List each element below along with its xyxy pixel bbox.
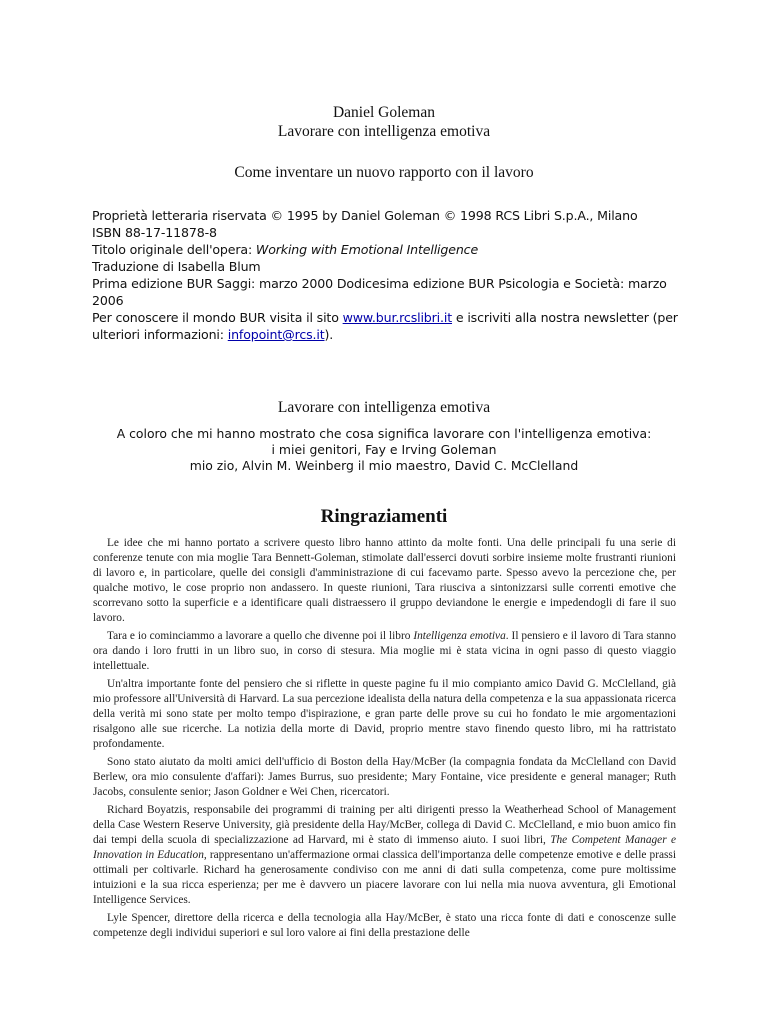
dedication-line: i miei genitori, Fay e Irving Goleman	[271, 442, 497, 457]
book-subtitle: Come inventare un nuovo rapporto con il lavoro	[234, 164, 534, 181]
paragraph	[93, 803, 676, 909]
translator-line: Traduzione di Isabella Blum	[92, 259, 261, 274]
copyright-info	[92, 207, 682, 343]
newsletter-prefix: Per conoscere il mondo BUR visita il sito	[92, 310, 343, 325]
paragraph: Sono stato aiutato da molti amici dell'ufficio di Boston della Hay/McBer (la compagnia fondata da McClelland con David Berlew, ora mio consulente d'affari): James Burrus, suo presidente; Mary Fontaine, vice presidente e general manager; Ruth Jacobs, consulente senior; Jason Goldner e Wei Chen, ricercatori.	[93, 755, 676, 798]
paragraph-text: rappresentano un'affermazione ormai classica dell'importanza delle competenze emotive e delle prassi ottimali per coltivarle. Richard ha generosamente condiviso con me anni di dati sulla competenza, come pure moltissime intuizioni e la sua ricca esperienza; per me è davvero un piacere lavorare con lui nella mia nuova avventura, gli Emotional Intelligence Services.	[93, 848, 676, 907]
book-title: Lavorare con intelligenza emotiva	[277, 123, 491, 140]
infopoint-email-link[interactable]: infopoint@rcs.it	[227, 327, 325, 342]
paragraph	[93, 629, 676, 674]
newsletter-mid: e iscriviti alla nostra newsletter (per ulteriori informazioni:	[92, 310, 678, 342]
copyright-line: Proprietà letteraria riservata © 1995 by Daniel Goleman © 1998 RCS Libri S.p.A., Milano	[92, 208, 638, 223]
book-reference: Intelligenza emotiva	[413, 630, 506, 643]
original-title-label: Titolo originale dell'opera:	[92, 242, 256, 257]
newsletter-suffix: ).	[324, 327, 334, 342]
dedication-title: Lavorare con intelligenza emotiva	[277, 399, 491, 416]
bur-website-link[interactable]: www.bur.rcslibri.it	[342, 310, 453, 325]
dedication-line: A coloro che mi hanno mostrato che cosa significa lavorare con l'intelligenza emotiva:	[116, 426, 652, 441]
isbn-line: ISBN 88-17-11878-8	[92, 225, 217, 240]
paragraph: Un'altra importante fonte del pensiero che si riflette in queste pagine fu il mio compianto amico David G. McClelland, già mio professore all'Università di Harvard. La sua percezione idealista della natura della competenza e la sua appassionata ricerca della verità mi sono state per molto tempo d'ispirazione, e gran parte delle prove su cui ho fondato le mie argomentazioni risalgono alle sue ricerche. La notizia della morte di David, proprio mentre stavo finendo questo libro, mi ha rattristato profondamente.	[93, 677, 676, 751]
dedication-line: mio zio, Alvin M. Weinberg il mio maestro, David C. McClelland	[189, 458, 579, 473]
original-title: Working with Emotional Intelligence	[255, 242, 479, 257]
edition-line: Prima edizione BUR Saggi: marzo 2000 Dodicesima edizione BUR Psicologia e Società: marzo 2006	[92, 276, 667, 308]
section-heading: Ringraziamenti	[320, 506, 448, 527]
paragraph: Le idee che mi hanno portato a scrivere questo libro hanno attinto da molte fonti. Una delle principali fu una serie di conferenze tenute con mia moglie Tara Bennett-Goleman, stimolate dall'esserci dovuti sorbire insieme molte frustranti riunioni di lavoro e, in particolare, quelle dei consigli d'amministrazione di cui facevamo parte. Spesso avevo la percezione che, per qualche motivo, le cose proprio non andassero. In queste riunioni, Tara riusciva a sintonizzarsi sulle correnti emotive che scorrevano sotto la superficie e a identificare quali distraessero il gruppo deviandone le energie e impedendogli di fare il suo lavoro.	[93, 537, 676, 625]
author-name: Daniel Goleman	[332, 104, 435, 121]
dedication	[0, 426, 768, 474]
paragraph-text: Richard Boyatzis, responsabile dei programmi di training per alti dirigenti presso la Weatherhead School of Management della Case Western Reserve University, già presidente della Hay/McBer, collega di David C. McClelland, e mio buon amico fin dai tempi della scuola di specializzazione ad Harvard, mi è stato di immenso aiuto. I suoi libri,	[93, 803, 676, 846]
paragraph-text: . Il pensiero e il lavoro di Tara stanno ora dando i loro frutti in un libro suo, in corso di stesura. Mia moglie mi è stata vicina in ogni passo di questo viaggio intellettuale.	[93, 630, 676, 673]
paragraph: Lyle Spencer, direttore della ricerca e della tecnologia alla Hay/McBer, è stato una ricca fonte di dati e conoscenze sulle competenze degli individui superiori e sul loro valore ai fini della prestazione delle	[93, 911, 676, 939]
paragraph-text: Tara e io cominciammo a lavorare a quello che divenne poi il libro	[107, 630, 414, 643]
original-title-line	[92, 241, 682, 258]
book-reference: The Competent Manager e Innovation in Education,	[93, 833, 676, 861]
acknowledgements-body	[93, 536, 676, 943]
newsletter-line	[92, 309, 682, 343]
